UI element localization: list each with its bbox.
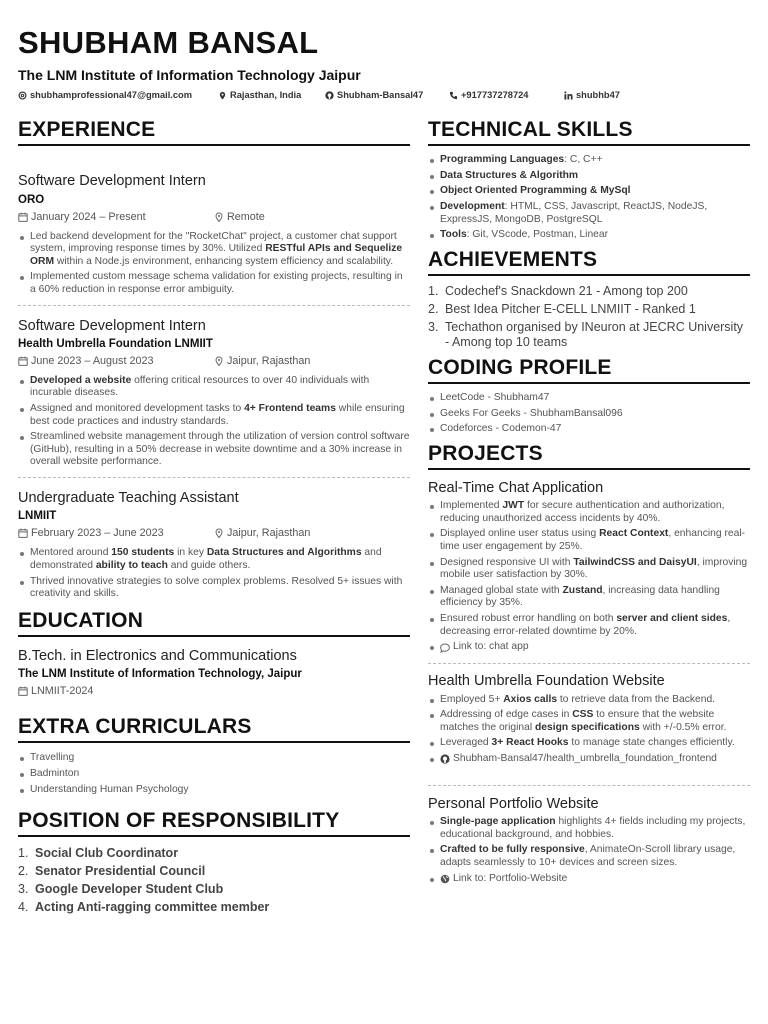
right-column [428, 118, 750, 891]
experience-entry [18, 318, 410, 470]
experience-entry [18, 173, 410, 296]
experience-meta [18, 527, 410, 541]
experience-location: Jaipur, Rajasthan [227, 354, 311, 367]
project-bullet: Ensured robust error handling on both server and client sides, decreasing error-related downtime by 20%. [428, 613, 750, 638]
coding-profile-item[interactable]: LeetCode - Shubham47 [428, 392, 750, 405]
location-pin-icon [214, 528, 224, 538]
experience-meta [18, 355, 410, 369]
skills-heading: TECHNICAL SKILLS [428, 118, 750, 146]
project-link[interactable]: Shubham-Bansal47/health_umbrella_foundation_frontend [428, 753, 750, 769]
contact-location-text: Rajasthan, India [230, 90, 302, 100]
coding-profile-item[interactable]: Geeks For Geeks - ShubhamBansal096 [428, 408, 750, 421]
extracurricular-item: Travelling [18, 752, 410, 765]
location-pin-icon [218, 91, 227, 100]
education-entry [18, 648, 410, 699]
experience-dates: January 2024 – Present [31, 210, 146, 223]
project-bullet: Leveraged 3+ React Hooks to manage state changes efficiently. [428, 737, 750, 750]
achievements-list [428, 284, 750, 350]
chat-bubble-icon [440, 643, 450, 653]
experience-entry [18, 490, 410, 601]
contact-linkedin[interactable] [564, 90, 620, 100]
skill-item: Object Oriented Programming & MySql [428, 185, 750, 198]
responsibility-item: 2. Senator Presidential Council [18, 864, 206, 879]
contact-email-text: shubhamprofessional47@gmail.com [30, 90, 192, 100]
responsibility-item: 3. Google Developer Student Club [18, 882, 224, 897]
achievements-heading: ACHIEVEMENTS [428, 248, 750, 276]
linkedin-icon [564, 91, 573, 100]
project-entry [428, 796, 750, 889]
project-link[interactable]: Link to: Portfolio-Website [428, 873, 750, 889]
extracurricular-heading: EXTRA CURRICULARS [18, 715, 410, 743]
experience-bullet: Mentored around 150 students in key Data Structures and Algorithms and demonstrated ability to teach and guide others. [18, 547, 410, 572]
experience-role: Software Development Intern [18, 173, 206, 190]
coding-profile-heading: CODING PROFILE [428, 356, 750, 384]
experience-bullet: Assigned and monitored development tasks to 4+ Frontend teams while ensuring best code practices and industry standards. [18, 403, 410, 428]
experience-meta [18, 211, 410, 225]
project-bullet: Crafted to be fully responsive, AnimateOn-Scroll library usage, adapts seamlessly to 10+ devices and screen sizes. [428, 844, 750, 869]
entry-divider [428, 785, 750, 786]
responsibility-heading: POSITION OF RESPONSIBILITY [18, 809, 410, 837]
contact-location [218, 90, 301, 100]
contact-phone-text: +917737278724 [461, 90, 529, 100]
location-pin-icon [214, 212, 224, 222]
project-name: Personal Portfolio Website [428, 795, 599, 812]
contact-linkedin-text: shubhb47 [576, 90, 620, 100]
project-entry [428, 480, 750, 657]
skill-item: Development: HTML, CSS, Javascript, ReactJS, NodeJS, ExpressJS, MongoDB, PostgreSQL [428, 201, 750, 226]
achievement-item: 2. Best Idea Pitcher E-CELL LNMIIT - Ranked 1 [428, 301, 696, 316]
skill-item: Data Structures & Algorithm [428, 170, 750, 183]
calendar-icon [18, 212, 28, 222]
experience-bullet: Led backend development for the "RocketChat" project, a customer chat support system, improving response times by 30%. Utilized RESTful APIs and Sequelize ORM within a Node.js environment, enhancing system efficiency and scalability. [18, 231, 410, 269]
contact-github-text: Shubham-Bansal47 [337, 90, 424, 100]
entry-divider [18, 477, 410, 478]
left-column [18, 118, 410, 918]
experience-location: Jaipur, Rajasthan [227, 527, 311, 540]
contact-github[interactable] [325, 90, 423, 100]
project-entry [428, 673, 750, 769]
project-name: Health Umbrella Foundation Website [428, 673, 665, 690]
calendar-icon [18, 528, 28, 538]
education-batch: LNMIIT-2024 [31, 685, 94, 698]
project-bullet: Designed responsive UI with TailwindCSS and DaisyUI, improving mobile user satisfaction by 30%. [428, 557, 750, 582]
phone-icon [449, 91, 458, 100]
project-link[interactable]: Link to: chat app [428, 641, 750, 657]
coding-profile-item[interactable]: Codeforces - Codemon-47 [428, 423, 750, 436]
education-meta [18, 685, 410, 699]
experience-org: ORO [18, 193, 45, 206]
experience-bullet: Streamlined website management through the utilization of version control software (GitHub), resulting in a 50% decrease in website downtime and a 30% increase in overall website performance. [18, 431, 410, 469]
experience-role: Software Development Intern [18, 317, 206, 334]
calendar-icon [18, 356, 28, 366]
experience-role: Undergraduate Teaching Assistant [18, 490, 239, 507]
entry-divider [428, 663, 750, 664]
extracurricular-item: Understanding Human Psychology [18, 784, 410, 797]
experience-bullet: Thrived innovative strategies to solve complex problems. Resolved 5+ issues with creativity and skills. [18, 576, 410, 601]
resume-subtitle: The LNM Institute of Information Technology Jaipur [18, 67, 361, 83]
project-bullet: Displayed online user status using React Context, enhancing real-time user engagement by 25%. [428, 528, 750, 553]
experience-heading: EXPERIENCE [18, 118, 410, 146]
experience-org: LNMIIT [18, 510, 57, 523]
github-icon [440, 754, 450, 764]
experience-location: Remote [227, 210, 265, 223]
experience-bullet: Implemented custom message schema validation for existing projects, resulting in a 60% reduction in response error ambiguity. [18, 271, 410, 296]
education-heading: EDUCATION [18, 609, 410, 637]
project-bullet: Implemented JWT for secure authentication and authorization, reducing unauthorized access incidents by 40%. [428, 500, 750, 525]
achievement-item: 1. Codechef's Snackdown 21 - Among top 200 [428, 283, 688, 298]
location-pin-icon [214, 356, 224, 366]
resume-name: SHUBHAM BANSAL [18, 25, 319, 60]
globe-icon [440, 874, 450, 884]
education-institute: The LNM Institute of Information Technology, Jaipur [18, 668, 302, 681]
experience-bullet: Developed a website offering critical resources to over 40 individuals with incurable diseases. [18, 375, 410, 400]
responsibility-item: 1. Social Club Coordinator [18, 846, 179, 861]
email-icon [18, 91, 27, 100]
contact-phone[interactable] [449, 90, 528, 100]
projects-heading: PROJECTS [428, 442, 750, 470]
skill-item: Programming Languages: C, C++ [428, 154, 750, 167]
responsibility-item: 4. Acting Anti-ragging committee member [18, 900, 270, 915]
achievement-item: 3. Techathon organised by INeuron at JECRC University - Among top 10 teams [428, 319, 744, 349]
responsibility-list [18, 846, 410, 915]
calendar-icon [18, 686, 28, 696]
experience-dates: June 2023 – August 2023 [31, 354, 154, 367]
github-icon [325, 91, 334, 100]
education-degree: B.Tech. in Electronics and Communications [18, 647, 297, 664]
project-bullet: Employed 5+ Axios calls to retrieve data from the Backend. [428, 694, 750, 707]
extracurricular-item: Badminton [18, 768, 410, 781]
experience-dates: February 2023 – June 2023 [31, 527, 164, 540]
entry-divider [18, 305, 410, 306]
contact-email[interactable] [18, 90, 192, 100]
skill-item: Tools: Git, VScode, Postman, Linear [428, 229, 750, 242]
project-bullet: Single-page application highlights 4+ fields including my projects, educational background, and hobbies. [428, 816, 750, 841]
project-bullet: Addressing of edge cases in CSS to ensure that the website matches the original design specifications with +/-0.5% error. [428, 709, 750, 734]
project-name: Real-Time Chat Application [428, 479, 604, 496]
experience-org: Health Umbrella Foundation LNMIIT [18, 337, 213, 350]
project-bullet: Managed global state with Zustand, increasing data handling efficiency by 35%. [428, 585, 750, 610]
